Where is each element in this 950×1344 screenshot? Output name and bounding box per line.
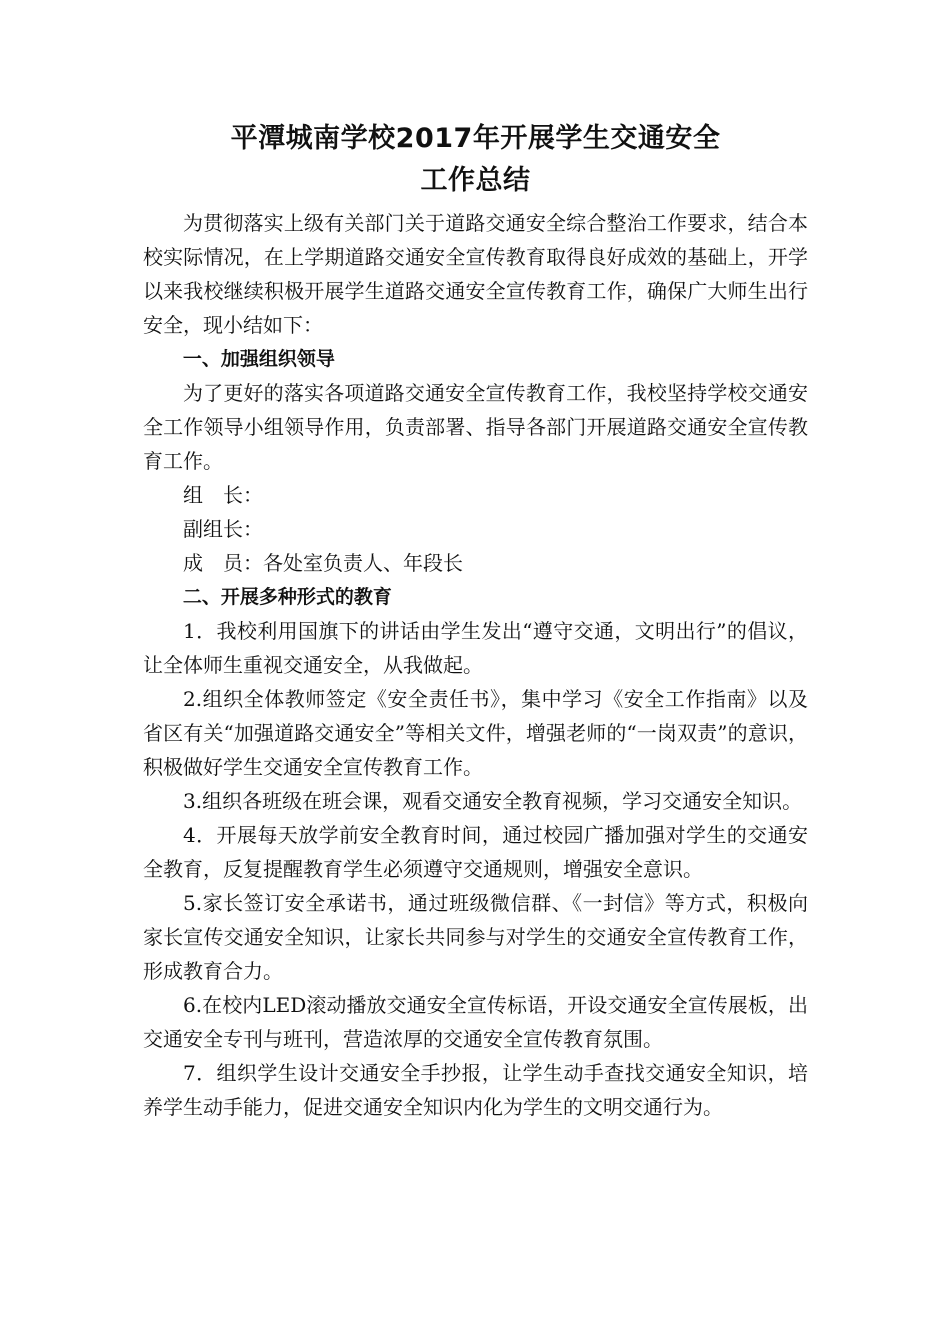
role-leader: 组 长： [183,483,263,507]
list-item: 5.家长签订安全承诺书，通过班级微信群、《一封信》等方式，积极向家长宣传交通安全知识，让家长共同参与对学生的交通安全宣传教育工作，形成教育合力。 [143,891,808,983]
intro-paragraph: 为贯彻落实上级有关部门关于道路交通安全综合整治工作要求，结合本校实际情况，在上学期道路交通安全宣传教育取得良好成效的基础上，开学以来我校继续积极开展学生道路交通安全宣传教育工作，确保广大师生出行安全，现小结如下： [143,211,808,337]
role-members: 成 员：各处室负责人、年段长 [183,551,463,575]
list-item: 3.组织各班级在班会课，观看交通安全教育视频，学习交通安全知识。 [183,789,803,813]
section-1-heading: 一、加强组织领导 [182,348,335,370]
title-line-1: 平潭城南学校2017年开展学生交通安全 [230,123,721,154]
list-item: 4．开展每天放学前安全教育时间，通过校园广播加强对学生的交通安全教育，反复提醒教育学生必须遵守交通规则，增强安全意识。 [143,823,808,881]
list-item: 2.组织全体教师签定《安全责任书》，集中学习《安全工作指南》以及省区有关“加强道路交通安全”等相关文件，增强老师的“一岗双责”的意识，积极做好学生交通安全宣传教育工作。 [143,687,808,779]
list-item: 6.在校内LED滚动播放交通安全宣传标语，开设交通安全宣传展板，出交通安全专刊与班刊，营造浓厚的交通安全宣传教育氛围。 [143,993,808,1051]
list-item: 1．我校利用国旗下的讲话由学生发出“遵守交通，文明出行”的倡议，让全体师生重视交通安全，从我做起。 [143,619,808,677]
document-page [143,118,808,1124]
list-item: 7．组织学生设计交通安全手抄报，让学生动手查找交通安全知识，培养学生动手能力，促进交通安全知识内化为学生的文明交通行为。 [143,1061,808,1119]
title-line-2: 工作总结 [420,165,531,196]
document-body [143,206,808,1124]
role-deputy-leader: 副组长： [183,517,263,541]
section-2-heading: 二、开展多种形式的教育 [182,586,392,608]
document-title [143,118,808,202]
section-1-paragraph: 为了更好的落实各项道路交通安全宣传教育工作，我校坚持学校交通安全工作领导小组领导作用，负责部署、指导各部门开展道路交通安全宣传教育工作。 [143,381,808,473]
